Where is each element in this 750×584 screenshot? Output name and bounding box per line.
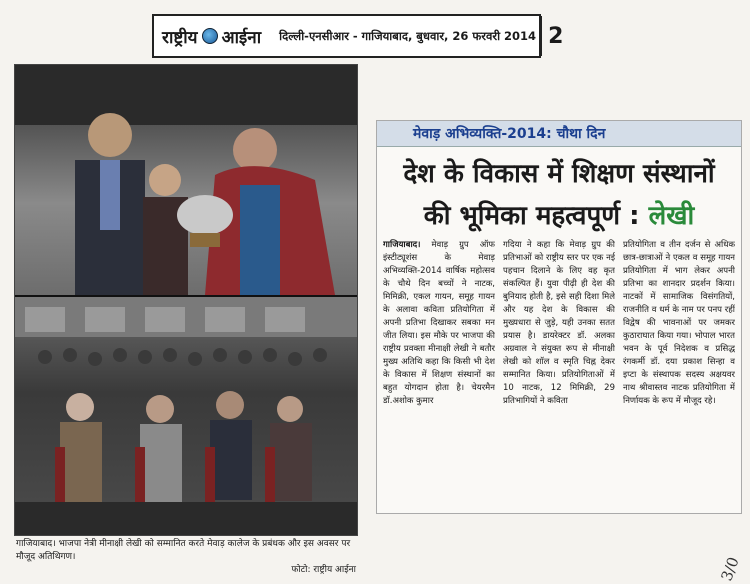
photo-award-ceremony xyxy=(15,65,357,295)
photo-audience xyxy=(15,297,357,535)
newspaper-logo-icon xyxy=(202,28,218,44)
headline-line-2 xyxy=(377,195,741,237)
article-kicker: मेवाड़ अभिव्यक्ति-2014: चौथा दिन xyxy=(377,121,741,147)
audience-illustration xyxy=(15,297,357,535)
news-photo xyxy=(14,64,358,536)
headline-accent-name: लेखी xyxy=(648,201,695,231)
award-scene-illustration xyxy=(15,65,357,295)
edition-dateline: दिल्ली-एनसीआर - गाजियाबाद, बुधवार, 26 फरवरी 2014 xyxy=(279,28,537,43)
masthead xyxy=(152,14,564,58)
caption-text: गाजियाबाद। भाजपा नेत्री मीनाक्षी लेखी को सम्मानित करते मेवाड़ कालेज के प्रबंधक और इस अवसर पर मौजूद अतिथिगण। xyxy=(16,539,351,562)
article-body xyxy=(383,239,735,509)
article-headline xyxy=(377,153,741,237)
news-article xyxy=(376,120,742,514)
handwritten-margin-note: 3/0 xyxy=(717,554,743,584)
article-column-3: प्रतियोगिता व तीन दर्जन से अधिक छात्र-छात्राओं ने एकल व समूह गायन प्रतियोगिता में भाग लेकर अपनी प्रतिभा का शानदार प्रदर्शन किया। नाटकों में सामाजिक विसंगतियों, राजनीति व धर्म के नाम पर पनप रहीं विद्वेष की भावनाओं पर जमकर कुठाराघात किया गया। भोपाल भारत भवन के पूर्व निदेशक व प्रसिद्ध रंगकर्मी डॉ. दया प्रकाश सिन्हा व इप्टा के संस्थापक सदस्य अक्षयवर नाथ श्रीवास्तव नाटक प्रतियोगिता में निर्णायक के रूप में मौजूद रहे। xyxy=(623,240,735,406)
newspaper-title xyxy=(154,25,267,48)
column-1-text: मेवाड़ ग्रुप ऑफ इंस्टीट्यूशंस के मेवाड़ अभिव्यक्ति-2014 वार्षिक महोत्सव के चौथे दिन बच्चों ने नाटक, मिमिक्री, एकल गायन, समूह गायन के अलावा कविता प्रतियोगिता में अपनी प्रतिभा दिखाकर सबका मन जीत लिया। इस मौके पर भाजपा की राष्ट्रीय प्रवक्ता मीनाक्षी लेखी ने बतौर मुख्य अतिथि कहा कि किसी भी देश के विकास में शिक्षण संस्थानों का बहुत योगदान होता है। चेयरमैन डॉ.अशोक कुमार xyxy=(383,240,495,406)
title-part-2: आईना xyxy=(221,27,262,48)
article-column-2: गदिया ने कहा कि मेवाड़ ग्रुप की प्रतिभाओं को राष्ट्रीय स्तर पर एक नई पहचान दिलाने के लिए वह कृत संकल्पित हैं। युवा पीढ़ी ही देश की बुनियाद होती है, इसे सही दिशा मिले और यह देश के विकास की मुख्यधारा से जुड़े, यही उनका सतत प्रयास है। डायरेक्टर डॉ. अलका अग्रवाल ने संयुक्त रूप से मीनाक्षी लेखी को शॉल व स्मृति चिह्न देकर सम्मानित किया। प्रतियोगिताओं में 10 नाटक, 12 मिमिक्री, 29 प्रतिभागियों ने कविता xyxy=(503,240,615,406)
article-column-1 xyxy=(383,239,495,509)
photo-credit: फोटो: राष्ट्रीय आईना xyxy=(291,565,356,575)
title-part-1: राष्ट्रीय xyxy=(162,27,198,48)
headline-line-2-text: की भूमिका महत्वपूर्ण : xyxy=(423,201,640,231)
page-number: 2 xyxy=(540,16,569,56)
headline-line-1: देश के विकास में शिक्षण संस्थानों xyxy=(403,159,715,189)
article-dateline: गाजियाबाद। xyxy=(383,240,421,250)
photo-caption xyxy=(16,538,356,577)
